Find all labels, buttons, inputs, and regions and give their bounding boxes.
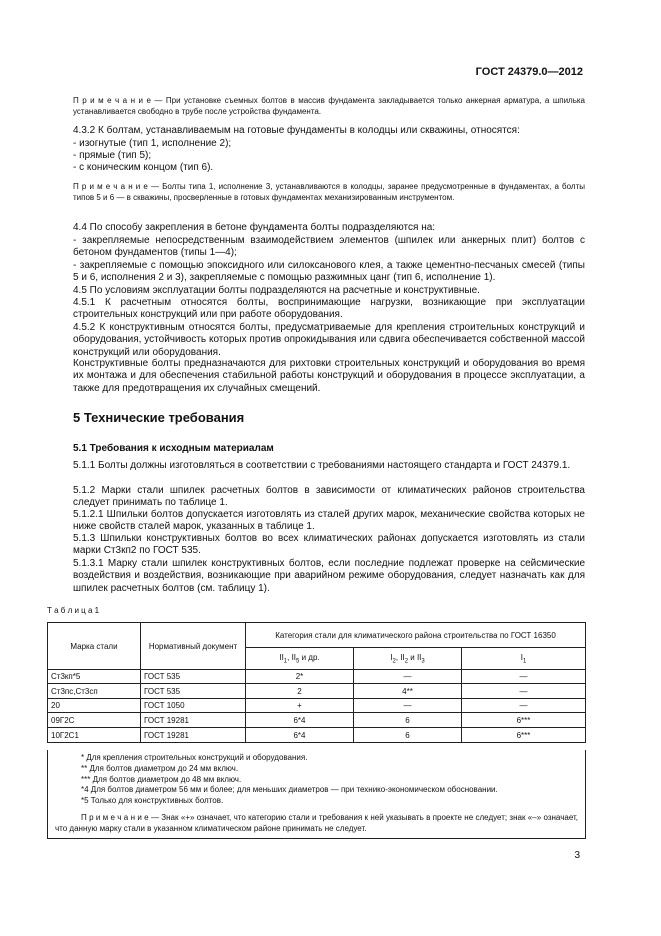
para-4-3-2: 4.3.2 К болтам, устанавливаемым на готовые фундаменты в колодцы или скважины, относятся: <box>73 125 520 136</box>
footnote: *** Для болтов диаметром до 48 мм включ. <box>81 774 242 784</box>
table-row <box>48 728 586 743</box>
note-2-text: Болты типа 1, исполнение 3, устанавливаются в колодцы, заранее предусмотренные в фундаментах, а болты типов 5 и 6 — в скважины, просверленные в готовых фундаментах механизированным инструментом. <box>73 182 585 202</box>
col-header-doc: Нормативный документ <box>141 623 246 670</box>
col-header-steel: Марка стали <box>48 623 141 670</box>
cell-c2: — <box>354 699 462 713</box>
cell-doc: ГОСТ 535 <box>141 670 246 684</box>
para-4-5-1: 4.5.1 К расчетным относятся болты, воспринимающие нагрузки, возникающие при эксплуатации строительных конструкций или при работе оборудования. <box>73 297 585 321</box>
section-5-1-title: 5.1 Требования к исходным материалам <box>73 443 274 454</box>
para-4-4-a: - закрепляемые непосредственным взаимодействием элементов (шпилек или анкерных плит) болтов с бетоном фундаментов (типы 1—4); <box>73 235 585 259</box>
footnote: * Для крепления строительных конструкций и оборудования. <box>81 753 308 762</box>
cell-c2: — <box>354 670 462 684</box>
list-item: - изогнутые (тип 1, исполнение 2); <box>73 138 232 149</box>
document-header: ГОСТ 24379.0—2012 <box>475 66 583 78</box>
note-2 <box>73 181 585 203</box>
cell-c2: 6 <box>354 728 462 743</box>
para-5-1-3-1: 5.1.3.1 Марку стали шпилек конструктивных болтов, если последние подлежат проверке на сейсмические воздействия и воздействия, возникающие при аварийном режиме оборудования, следует назначать как для шпилек расчетных болтов (см. таблицу 1). <box>73 558 585 594</box>
para-4-4: 4.4 По способу закрепления в бетоне фундамента болты подразделяются на: <box>73 222 436 233</box>
cell-steel: 09Г2С <box>48 713 141 728</box>
para-5-1-2: 5.1.2 Марки стали шпилек расчетных болтов в зависимости от климатических районов строительства следует принимать по таблице 1. <box>73 485 585 509</box>
section-5-title: 5 Технические требования <box>73 410 245 425</box>
list-item: - прямые (тип 5); <box>73 150 152 161</box>
cell-doc: ГОСТ 19281 <box>141 713 246 728</box>
para-4-5: 4.5 По условиям эксплуатации болты подразделяются на расчетные и конструктивные. <box>73 285 480 296</box>
steel-table <box>47 622 586 743</box>
footnote-list <box>81 753 498 807</box>
cell-c3: — <box>462 699 586 713</box>
cell-c1: 2* <box>246 670 354 684</box>
cell-c1: 6*4 <box>246 728 354 743</box>
para-4-4-b: - закрепляемые с помощью эпоксидного или силоксанового клея, а также цементно-песчаных смесей (типы 5 и 6, исполнения 2 и 3), закрепляемые с помощью разжимных цанг (тип 6, исполнение 1). <box>73 260 585 284</box>
para-5-1-3: 5.1.3 Шпильки конструктивных болтов во всех климатических районах допускается изготовлять из стали марки Ст3кп2 по ГОСТ 535. <box>73 533 585 557</box>
para-5-1-1: 5.1.1 Болты должны изготовляться в соответствии с требованиями настоящего стандарта и ГОСТ 24379.1. <box>73 460 571 471</box>
cell-steel: 10Г2С1 <box>48 728 141 743</box>
page-number: 3 <box>574 850 580 861</box>
cell-steel: 20 <box>48 699 141 713</box>
note-1-label: П р и м е ч а н и е — <box>73 96 163 105</box>
col-header-c1: $II_1$, $II_5$ и др. <box>246 648 354 670</box>
table-row <box>48 699 586 713</box>
col-header-c3: $I_1$ <box>462 648 586 670</box>
cell-doc: ГОСТ 1050 <box>141 699 246 713</box>
cell-doc: ГОСТ 19281 <box>141 728 246 743</box>
cell-c3: — <box>462 670 586 684</box>
footnote: *4 Для болтов диаметром 56 мм и более; для меньших диаметров — при технико-экономическом обосновании. <box>81 785 498 795</box>
list-item: - с коническим концом (тип 6). <box>73 162 214 173</box>
note-2-label: П р и м е ч а н и е — <box>73 182 159 191</box>
cell-c1: + <box>246 699 354 713</box>
para-4-5-2-b: Конструктивные болты предназначаются для рихтовки строительных конструкций и оборудования во время их монтажа и для обеспечения стабильной работы конструкций и оборудования в процессе эксплуатации, а также для предотвращения их случайных смещений. <box>73 358 585 394</box>
col-header-c2: $I_2$, $II_2$ и $II_3$ <box>354 648 462 670</box>
footnote: *5 Только для конструктивных болтов. <box>81 796 224 806</box>
table-row <box>48 713 586 728</box>
table-row <box>48 670 586 684</box>
col-header-category: Категория стали для климатического района строительства по ГОСТ 16350 <box>246 623 586 648</box>
cell-c3: — <box>462 684 586 699</box>
para-5-1-2-1: 5.1.2.1 Шпильки болтов допускается изготовлять из сталей других марок, механические свойства которых не ниже свойств сталей марок, указанных в таблице 1. <box>73 509 585 533</box>
cell-c1: 2 <box>246 684 354 699</box>
cell-c1: 6*4 <box>246 713 354 728</box>
cell-c2: 4** <box>354 684 462 699</box>
table-note <box>55 812 578 834</box>
table-footnotes <box>47 750 586 839</box>
note-1 <box>73 95 585 117</box>
cell-steel: Ст3кп*5 <box>48 670 141 684</box>
table-note-text: Знак «+» означает, что категорию стали и требования к ней указывать в проекте не следует; знак «–» означает, что данную марку стали в указанном климатическом районе принимать не следует. <box>55 813 579 833</box>
note-1-text: При установке съемных болтов в массив фундамента закладывается только анкерная арматура, а шпилька устанавливается свободно в трубе после устройства фундамента. <box>73 96 585 116</box>
cell-doc: ГОСТ 535 <box>141 684 246 699</box>
table-row <box>48 684 586 699</box>
table-note-label: П р и м е ч а н и е — <box>81 813 159 822</box>
cell-c3: 6*** <box>462 713 586 728</box>
table-caption: Т а б л и ц а 1 <box>47 606 100 615</box>
para-4-5-2: 4.5.2 К конструктивным относятся болты, предусматриваемые для крепления строительных конструкций и оборудования, устойчивость которых против опрокидывания или сдвига обеспечивается собственной массой конструкций или оборудования. <box>73 322 585 358</box>
footnote: ** Для болтов диаметром до 24 мм включ. <box>81 763 239 773</box>
cell-c3: 6*** <box>462 728 586 743</box>
cell-c2: 6 <box>354 713 462 728</box>
cell-steel: Ст3пс,Ст3сп <box>48 684 141 699</box>
